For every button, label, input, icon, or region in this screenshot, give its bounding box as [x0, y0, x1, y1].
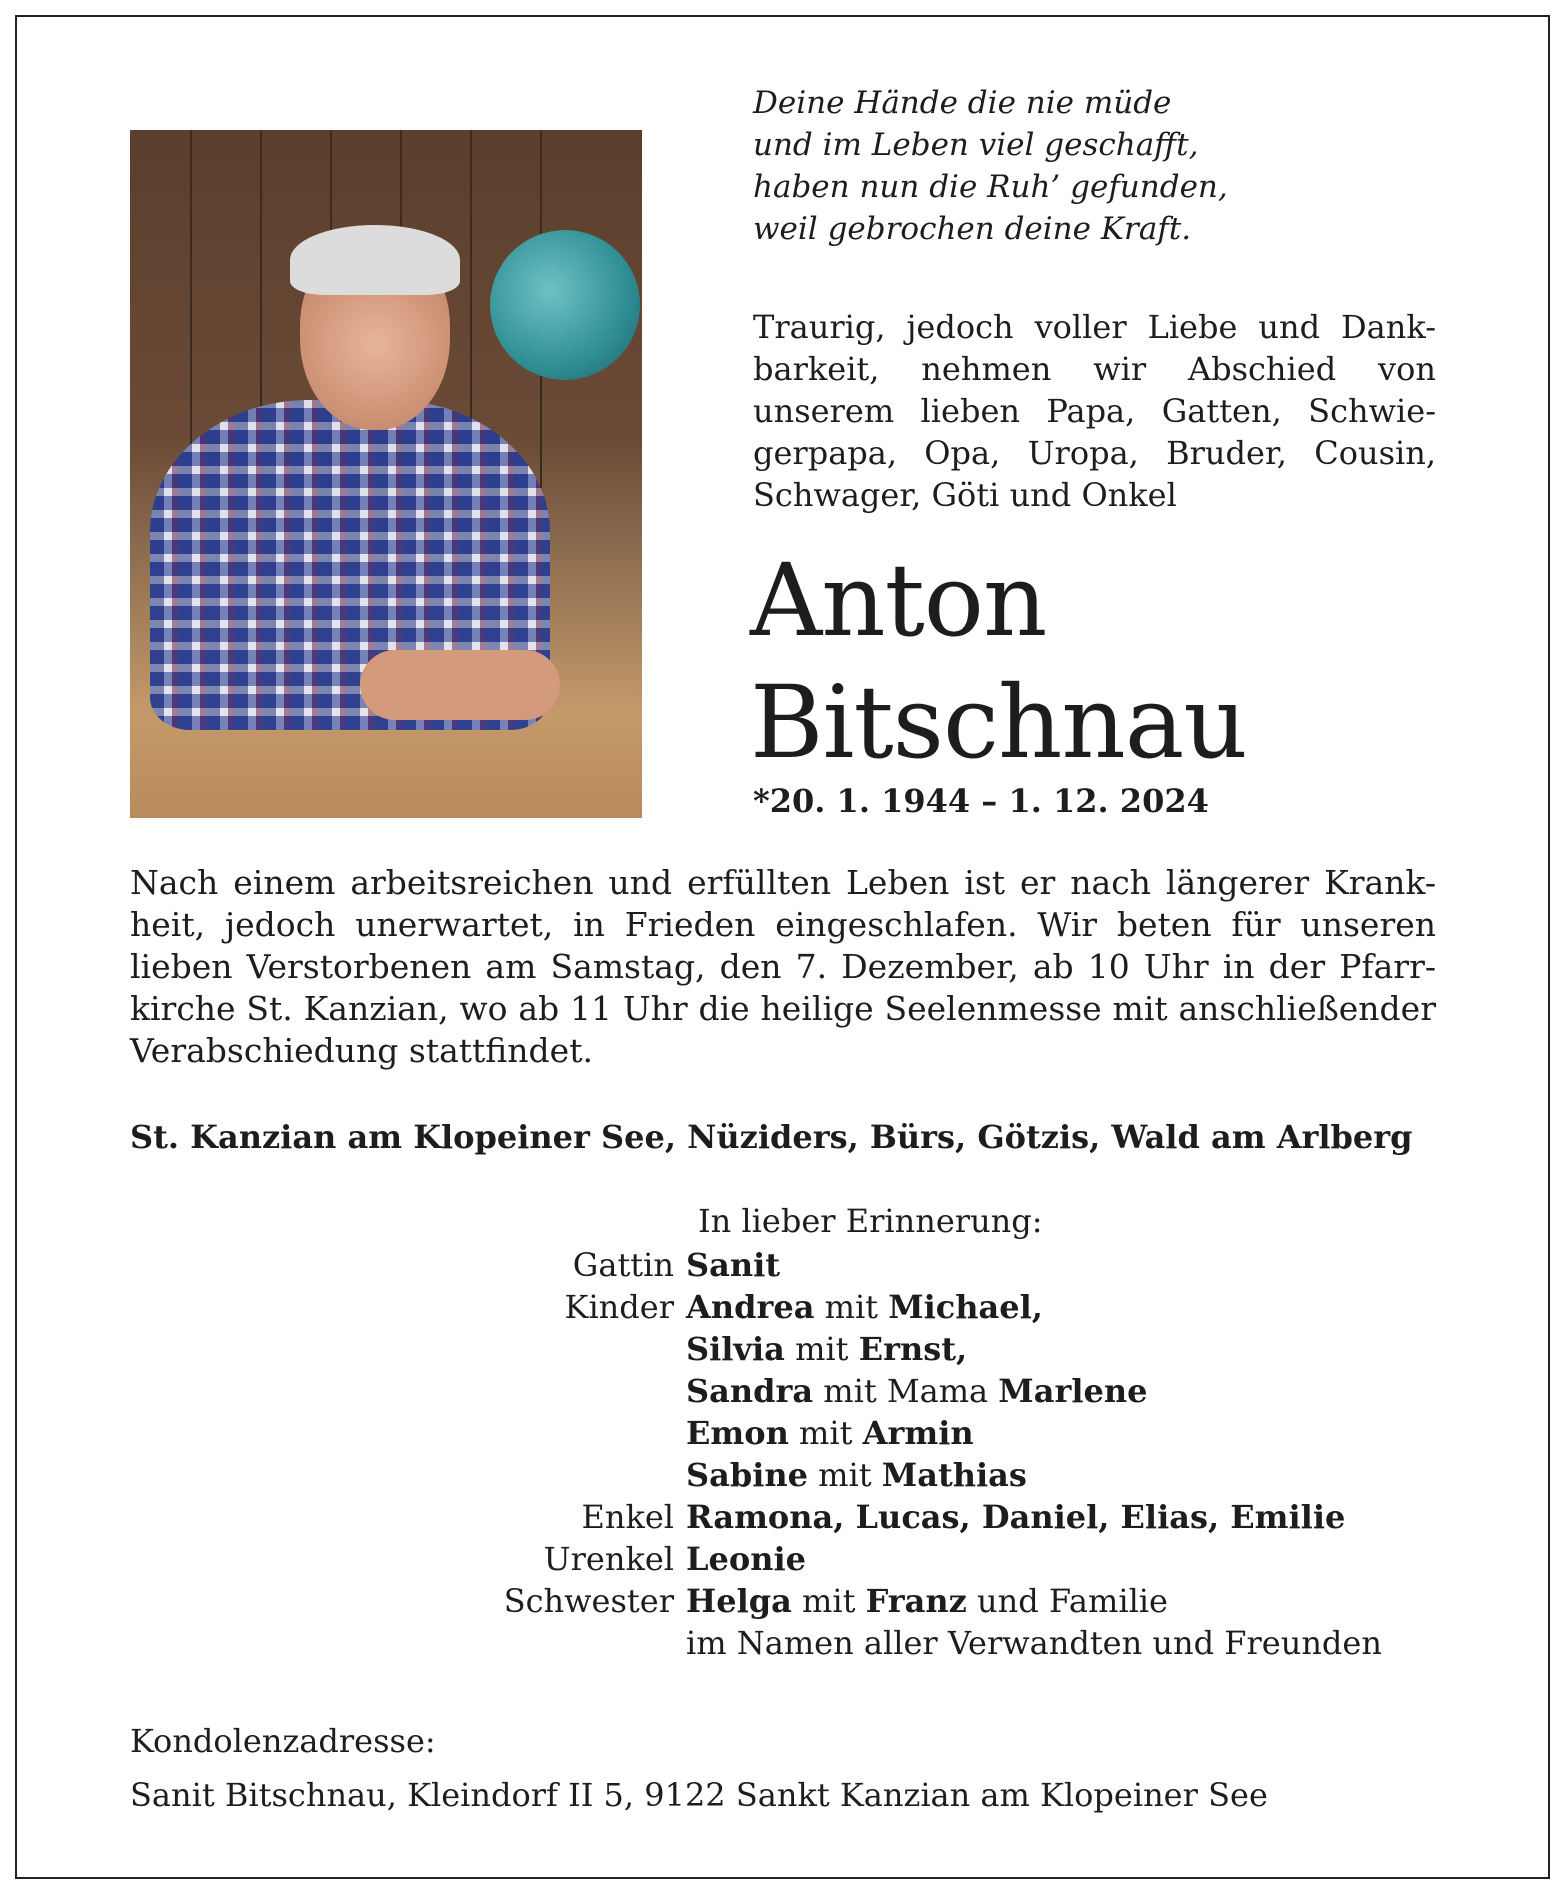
mourner-names [686, 1454, 1027, 1496]
mourner-names [686, 1622, 1382, 1664]
intro-line: Schwager, Göti und Onkel [753, 476, 1177, 514]
relation-label [440, 1622, 686, 1664]
mourner-name: Sanit [686, 1246, 781, 1284]
connector-text: mit [814, 1288, 889, 1326]
connector-text: mit [784, 1330, 859, 1368]
mourner-row [440, 1412, 1382, 1454]
first-name: Anton [750, 542, 1047, 659]
relation-label: Kinder [564, 1288, 674, 1326]
poem-line: und im Leben viel geschafft, [753, 127, 1199, 163]
places: St. Kanzian am Klopeiner See, Nüziders, Bürs, Götzis, Wald am Arlberg [130, 1118, 1413, 1156]
mourner-name: Sabine [686, 1456, 808, 1494]
announcement-paragraph [130, 862, 1436, 1072]
mourner-name: Michael, [888, 1288, 1043, 1326]
relation-label [440, 1328, 686, 1370]
mourner-name: Silvia [686, 1330, 785, 1368]
mourner-name: Mathias [881, 1456, 1027, 1494]
intro-text [753, 306, 1436, 516]
intro-line: Traurig, jedoch voller Liebe und Dank- [753, 308, 1436, 346]
poem [753, 82, 1228, 250]
globe [490, 230, 640, 380]
mourner-names [686, 1370, 1147, 1412]
relation-label: Urenkel [543, 1540, 674, 1578]
mourner-name: Ramona, Lucas, Daniel, Elias, Emilie [686, 1498, 1346, 1536]
paragraph-line: kirche St. Kanzian, wo ab 11 Uhr die heilige Seelenmesse mit anschließender [130, 989, 1436, 1028]
mourner-row [440, 1370, 1382, 1412]
relation-label: Schwester [503, 1582, 674, 1620]
mourner-row [440, 1538, 1382, 1580]
relation-label [440, 1370, 686, 1412]
poem-line: haben nun die Ruh’ gefunden, [753, 169, 1228, 205]
mourner-name: Leonie [686, 1540, 806, 1578]
memory-heading: In lieber Erinnerung: [698, 1202, 1043, 1240]
intro-line: unserem lieben Papa, Gatten, Schwie- [753, 392, 1436, 430]
mourner-name: Emon [686, 1414, 789, 1452]
mourner-names [686, 1286, 1043, 1328]
mourner-row [440, 1244, 1382, 1286]
mourner-names [686, 1412, 974, 1454]
mourner-names [686, 1496, 1345, 1538]
connector-text: mit [791, 1582, 866, 1620]
mourner-names [686, 1538, 806, 1580]
connector-text: mit Mama [813, 1372, 999, 1410]
mourner-names [686, 1580, 1168, 1622]
connector-text: mit [788, 1414, 863, 1452]
connector-text: und Familie [966, 1582, 1168, 1620]
life-dates: *20. 1. 1944 – 1. 12. 2024 [753, 782, 1209, 820]
mourner-row [440, 1580, 1382, 1622]
mourners-list [440, 1244, 1382, 1664]
mourner-row [440, 1454, 1382, 1496]
paragraph-line: Verabschiedung stattfindet. [130, 1031, 593, 1070]
condolence-address: Sanit Bitschnau, Kleindorf II 5, 9122 Sankt Kanzian am Klopeiner See [130, 1776, 1268, 1814]
poem-line: weil gebrochen deine Kraft. [753, 211, 1192, 247]
mourner-name: Franz [865, 1582, 967, 1620]
last-name: Bitschnau [750, 664, 1247, 781]
mourner-name: Ernst, [858, 1330, 968, 1368]
mourner-name: Andrea [686, 1288, 815, 1326]
deceased-name [750, 540, 1247, 784]
mourner-name: Sandra [686, 1372, 814, 1410]
condolence-label: Kondolenzadresse: [130, 1722, 436, 1760]
mourner-name: Helga [686, 1582, 792, 1620]
mourner-row [440, 1286, 1382, 1328]
relation-label [440, 1412, 686, 1454]
relation-label: Gattin [572, 1246, 674, 1284]
paragraph-line: heit, jedoch unerwartet, in Frieden eingeschlafen. Wir beten für unseren [130, 905, 1436, 944]
intro-line: barkeit, nehmen wir Abschied von [753, 350, 1436, 388]
relation-label: Enkel [581, 1498, 674, 1536]
mourner-row [440, 1496, 1382, 1538]
paragraph-line: Nach einem arbeitsreichen und erfüllten Leben ist er nach längerer Krank- [130, 863, 1436, 902]
relation-label [440, 1454, 686, 1496]
poem-line: Deine Hände die nie müde [753, 85, 1172, 121]
mourner-row [440, 1328, 1382, 1370]
mourner-name: Armin [862, 1414, 974, 1452]
connector-text: im Namen aller Verwandten und Freunden [686, 1624, 1382, 1662]
intro-line: gerpapa, Opa, Uropa, Bruder, Cousin, [753, 434, 1436, 472]
portrait-photo [130, 130, 642, 818]
mourner-row [440, 1622, 1382, 1664]
mourner-names [686, 1328, 967, 1370]
mourner-name: Marlene [998, 1372, 1148, 1410]
mourner-names [686, 1244, 780, 1286]
paragraph-line: lieben Verstorbenen am Samstag, den 7. Dezember, ab 10 Uhr in der Pfarr- [130, 947, 1436, 986]
connector-text: mit [808, 1456, 882, 1494]
